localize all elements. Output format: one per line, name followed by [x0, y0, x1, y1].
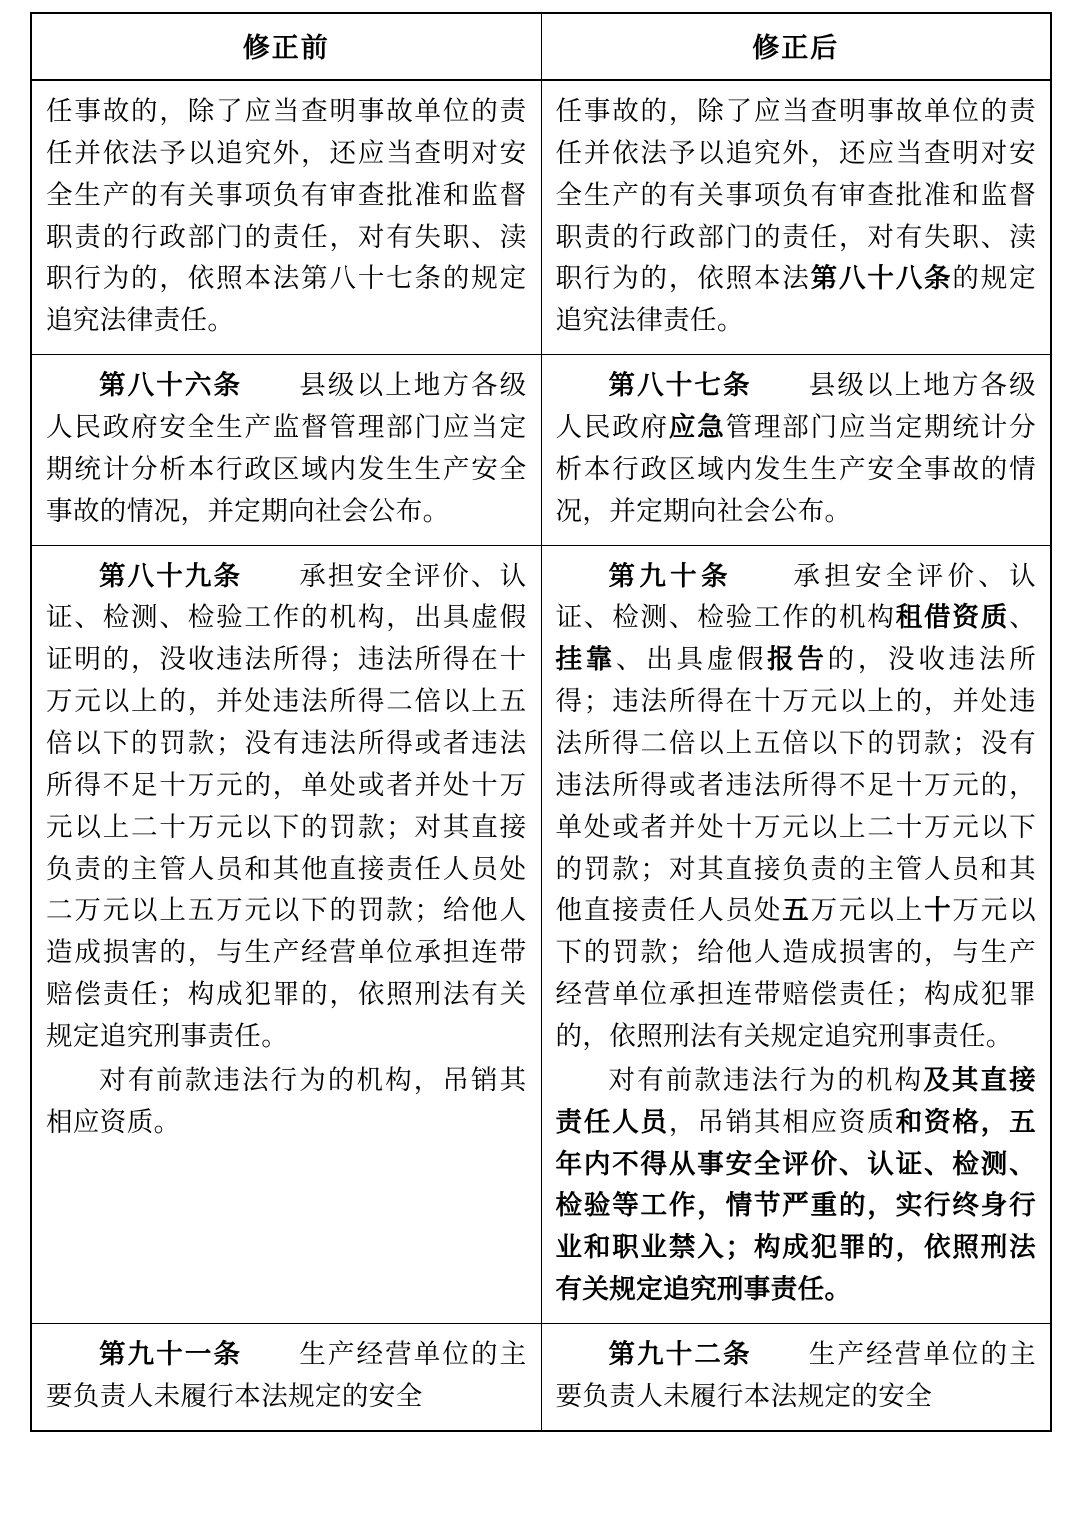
paragraph [556, 556, 1037, 1058]
body-text: 生产经营单位的主要负责人未履行本法规定的安全 [555, 1339, 1037, 1411]
table-row [31, 1324, 1051, 1431]
amended-text: 五 [782, 895, 811, 926]
paragraph [556, 91, 1037, 342]
column-header-before: 修正前 [31, 13, 541, 80]
body-text: 万元以下的罚款；给他人造成损害的，与生产经营单位承担连带赔偿责任；构成犯罪的，依照刑法有关规定追究刑事责任。 [555, 895, 1037, 1052]
body-text: 生产经营单位的主要负责人未履行本法规定的安全 [46, 1339, 527, 1411]
paragraph [556, 1334, 1037, 1418]
body-text: 管理部门应当定期统计分析本行政区域内发生生产安全事故的情况，并定期向社会公布。 [555, 412, 1036, 526]
amended-text: 和资格，五年内不得从事安全评价、认证、检测、检验等工作，情节严重的，实行终身行业和职业禁入；构成犯罪的，依照刑法有关规定追究刑事责任。 [555, 1106, 1036, 1305]
amended-text: 第八十九条 [99, 560, 243, 591]
amended-text: 及其直接责任人员 [555, 1064, 1036, 1137]
table-header-row [31, 13, 1051, 80]
column-header-after: 修正后 [541, 13, 1051, 80]
body-text: 承担安全评价、认证、检测、检验工作的机构，出具虚假证明的，没收违法所得；违法所得在十万元以上的，并处违法所得二倍以上五倍以下的罚款；没有违法所得或者违法所得不足十万元的，单处或者并处十万元以上二十万元以下的罚款；对其直接负责的主管人员和其他直接责任人员处二万元以上五万元以下的罚款；给他人造成损害的，与生产经营单位承担连带赔偿责任；构成犯罪的，依照刑法有关规定追究刑事责任。 [46, 560, 527, 1052]
amendment-comparison-table [30, 12, 1052, 1432]
amended-text: 应急 [668, 412, 726, 443]
body-text: 、出具虚假 [615, 644, 768, 675]
body-text: 的，没收违法所得；违法所得在十万元以上的，并处违法所得二倍以上五倍以下的罚款；没有违法所得或者违法所得不足十万元的，单处或者并处十万元以上二十万元以下的罚款；对其直接负责的主管人员和其他直接责任人员处 [555, 644, 1036, 926]
body-text: 对有前款违法行为的机构 [608, 1064, 924, 1095]
cell-after [541, 1324, 1051, 1431]
body-text: 万元以上 [810, 895, 925, 926]
table-row [31, 545, 1051, 1323]
table-body [31, 80, 1051, 1431]
cell-before [31, 545, 541, 1323]
body-text: 对有前款违法行为的机构，吊销其相应资质。 [46, 1064, 527, 1137]
amended-text: 租借资质 [895, 602, 1010, 633]
cell-after [541, 545, 1051, 1323]
paragraph [46, 556, 527, 1058]
table-row [31, 80, 1051, 355]
amended-text: 十 [924, 895, 953, 926]
paragraph [556, 1060, 1037, 1311]
body-text: 的规定追究法律责任。 [555, 263, 1037, 336]
amended-text: 第八十八条 [810, 263, 953, 294]
table-header [31, 13, 1051, 80]
amended-text: 第八十七条 [608, 370, 752, 401]
amended-text: 第九十二条 [608, 1339, 752, 1370]
body-text: 、 [1009, 602, 1036, 633]
amended-text: 挂靠 [555, 644, 616, 675]
cell-before [31, 80, 541, 355]
body-text: 任事故的，除了应当查明事故单位的责任并依法予以追究外，还应当查明对安全生产的有关事项负有审查批准和监督职责的行政部门的责任，对有失职、渎职行为的，依照本法 [555, 96, 1036, 294]
amended-text: 报告 [767, 644, 828, 675]
cell-before [31, 355, 541, 545]
paragraph [46, 365, 527, 532]
body-text: 任事故的，除了应当查明事故单位的责任并依法予以追究外，还应当查明对安全生产的有关事项负有审查批准和监督职责的行政部门的责任，对有失职、渎职行为的，依照本法第八十七条的规定追究法律责任。 [46, 96, 527, 336]
body-text: 县级以上地方各级人民政府安全生产监督管理部门应当定期统计分析本行政区域内发生生产安全事故的情况，并定期向社会公布。 [46, 370, 527, 526]
amended-text: 第八十六条 [99, 370, 243, 401]
body-text: ，吊销其相应资质 [668, 1106, 896, 1137]
body-text: 县级以上地方各级人民政府 [555, 370, 1037, 443]
body-text: 承担安全评价、认证、检测、检验工作的机构 [555, 560, 1036, 633]
paragraph [46, 1334, 527, 1418]
paragraph [556, 365, 1037, 532]
amended-text: 第九十一条 [99, 1339, 243, 1370]
table-row [31, 355, 1051, 545]
paragraph [46, 1060, 527, 1144]
cell-before [31, 1324, 541, 1431]
cell-after [541, 80, 1051, 355]
paragraph [46, 91, 527, 342]
cell-after [541, 355, 1051, 545]
amended-text: 第九十条 [608, 560, 732, 591]
